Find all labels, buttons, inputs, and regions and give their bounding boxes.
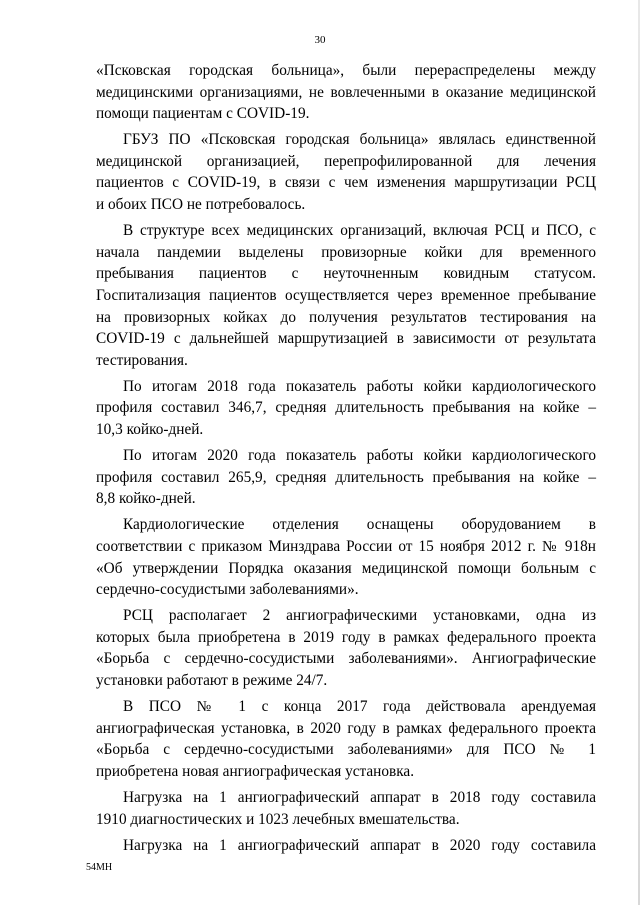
paragraph bbox=[96, 696, 596, 782]
paragraph bbox=[96, 835, 596, 857]
text-line: соответствии с приказом Минздрава России от 15 ноября 2012 г. № 918н bbox=[96, 537, 596, 555]
text-line: которых была приобретена в 2019 году в рамках федерального проекта bbox=[96, 628, 596, 646]
text-line: ангиографическая установка, в 2020 году в рамках федерального проекта bbox=[96, 719, 596, 737]
paragraph bbox=[96, 605, 596, 691]
text-line: Кардиологические отделения оснащены оборудованием в bbox=[123, 516, 596, 534]
text-line: «Об утверждении Порядка оказания медицинской помощи больным с bbox=[96, 559, 596, 577]
text-line: приобретена новая ангиографическая установка. bbox=[96, 762, 415, 780]
paragraph bbox=[96, 60, 596, 125]
text-line: 8,8 койко-дней. bbox=[96, 490, 196, 508]
footer-code: 54МН bbox=[86, 862, 113, 873]
text-line: профиля составил 346,7, средняя длительность пребывания на койке – bbox=[96, 399, 596, 417]
paragraph bbox=[96, 376, 596, 441]
text-line: COVID-19 с дальнейшей маршрутизацией в зависимости от результата bbox=[96, 330, 596, 348]
text-line: начала пандемии выделены провизорные койки для временного bbox=[96, 243, 596, 261]
text-line: 1910 диагностических и 1023 лечебных вмешательства. bbox=[96, 810, 460, 828]
text-line: В ПСО № 1 с конца 2017 года действовала арендуемая bbox=[123, 698, 596, 716]
text-line: профиля составил 265,9, средняя длительность пребывания на койке – bbox=[96, 468, 596, 486]
text-line: Госпитализация пациентов осуществляется через временное пребывание bbox=[96, 286, 596, 304]
page-number: 30 bbox=[314, 34, 326, 46]
text-line: тестирования. bbox=[96, 351, 188, 369]
document-body bbox=[96, 60, 596, 861]
paragraph bbox=[96, 220, 596, 371]
paragraph bbox=[96, 445, 596, 510]
text-line: РСЦ располагает 2 ангиографическими установками, одна из bbox=[123, 607, 596, 625]
text-line: ГБУЗ ПО «Псковская городская больница» являлась единственной bbox=[123, 131, 596, 149]
text-line: медицинскими организациями, не вовлеченными в оказание медицинской bbox=[96, 83, 596, 101]
text-line: сердечно-сосудистыми заболеваниями». bbox=[96, 581, 359, 599]
text-line: Нагрузка на 1 ангиографический аппарат в 2020 году составила bbox=[123, 836, 596, 854]
text-line: на провизорных койках до получения результатов тестирования на bbox=[96, 308, 596, 326]
paragraph bbox=[96, 514, 596, 600]
text-line: По итогам 2020 года показатель работы койки кардиологического bbox=[123, 447, 596, 465]
paragraph bbox=[96, 129, 596, 215]
text-line: помощи пациентам с COVID-19. bbox=[96, 105, 310, 123]
text-line: Нагрузка на 1 ангиографический аппарат в 2018 году составила bbox=[123, 789, 596, 806]
text-line: установки работают в режиме 24/7. bbox=[96, 672, 328, 690]
text-line: пациентов с COVID-19, в связи с чем изменения маршрутизации РСЦ bbox=[96, 174, 596, 192]
text-line: «Псковская городская больница», были перераспределены между bbox=[96, 62, 596, 79]
text-line: пребывания пациентов с неуточненным ковидным статусом. bbox=[96, 265, 596, 283]
paragraph bbox=[96, 787, 596, 830]
text-line: «Борьба с сердечно-сосудистыми заболеваниями» для ПСО № 1 bbox=[96, 741, 596, 759]
text-line: и обоих ПСО не потребовалось. bbox=[96, 196, 306, 214]
text-line: медицинской организацией, перепрофилированной для лечения bbox=[96, 152, 596, 170]
text-line: В структуре всех медицинских организаций, включая РСЦ и ПСО, с bbox=[123, 222, 596, 240]
text-line: «Борьба с сердечно-сосудистыми заболеваниями». Ангиографические bbox=[96, 650, 596, 668]
text-line: 10,3 койко-дней. bbox=[96, 421, 204, 438]
text-line: По итогам 2018 года показатель работы койки кардиологического bbox=[123, 377, 596, 395]
